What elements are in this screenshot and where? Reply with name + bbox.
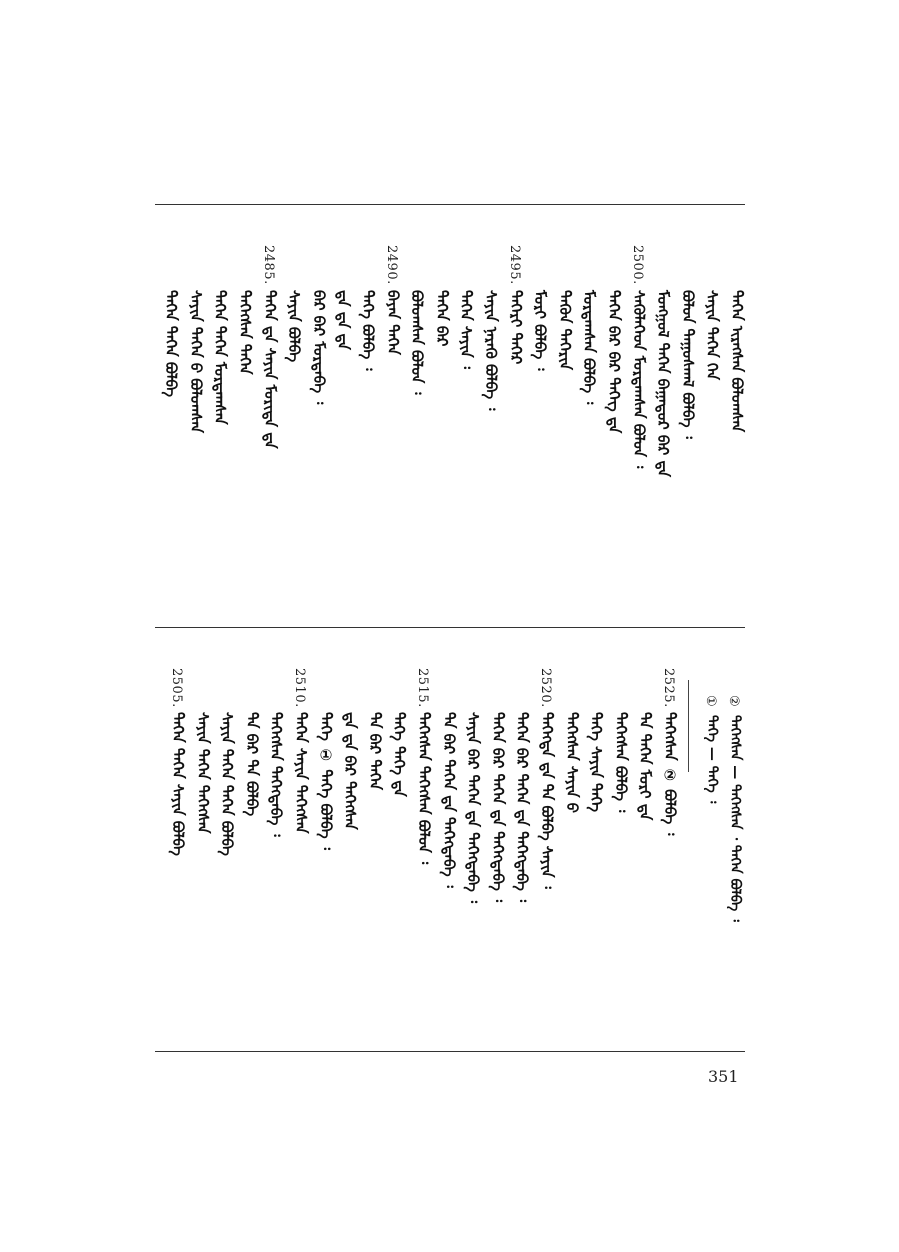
verse-line: ᠲᠡᠭᠡᠨ ᠲᠡᠭᠡᠨ ᠪᠣᠯᠪᠠ [162, 290, 180, 397]
verse-line: ᠲᠡᠭᠡᠭᠰᠡᠨ ② ᠪᠣᠯᠪᠠ ᠄ [661, 712, 679, 836]
line-number: 2525. [661, 668, 676, 708]
verse-line: ᠰᠠᠶᠢᠨ ᠲᠡᠭᠡᠨ ᠲᠡᠭᠡᠭᠰᠡᠨ [194, 712, 212, 834]
line-number: 2515. [415, 668, 430, 708]
verse-line: ᠮᠣᠷᠢ ᠪᠣᠯᠪᠠ ᠄ [531, 290, 549, 371]
verse-line: ᠰᠠᠶᠢᠨ ᠲᠡᠭᠡᠨ ᠬᠡᠨ [703, 290, 721, 380]
verse-line: ᠲᠡᠭᠡᠨ ᠢᠷᠡᠭᠰᠡᠨ ᠪᠣᠯᠤᠭᠰᠠᠨ [728, 290, 746, 433]
verse-line: ᠲᠡᠭᠡᠨ ᠰᠠᠶᠢᠨ ᠄ [457, 290, 475, 369]
page-number: 351 [708, 1067, 739, 1086]
line-number: 2490. [384, 245, 399, 285]
verse-line: ᠲᠡᠭᠡᠨ ᠰᠠᠶᠢᠨ ᠲᠡᠭᠡᠭᠰᠡᠨ [292, 712, 310, 834]
verse-line: ᠲᠡᠭᠡᠭᠰᠡᠨ ᠲᠡᠭᠡᠭᠳᠡᠪᠡ ᠄ [267, 712, 285, 837]
line-number: 2510. [292, 668, 307, 708]
footnote-text: ᠲᠡᠭᠡᠭᠰᠡᠨ — ᠲᠡᠭᠡᠭᠰᠡᠨ ᠂ ᠲᠡᠭᠡᠨ ᠪᠣᠯᠪᠠ ᠄ [727, 715, 743, 922]
line-number: 2520. [538, 668, 553, 708]
verse-line: ᠳᠠ ᠳᠠ ᠪᠠᠷ ᠲᠡᠭᠡᠭᠰᠡᠨ [341, 712, 359, 830]
bottom-rule [155, 1051, 745, 1052]
line-number: 2495. [507, 245, 522, 285]
verse-line: ᠳᠠ ᠳᠠ ᠳᠠ [334, 290, 352, 350]
footnote-text: ᠲᠡᠭᠡ — ᠲᠡᠭᠡ ᠄ [704, 715, 720, 804]
verse-line: ᠰᠠᠶᠢᠨ ᠲᠡᠭᠡᠨ ᠪ ᠪᠣᠯᠤᠭᠰᠠᠨ [187, 290, 205, 434]
verse-line: ᠲᠡ ᠲᠡᠭᠡᠨ ᠮᠣᠷᠢ ᠳᠠ [636, 712, 654, 821]
verse-line: ᠲᠡ ᠪᠠᠷ ᠲᠡᠭᠡᠨ [366, 712, 384, 791]
top-rule [155, 204, 745, 205]
verse-line: ᠪᠠᠶᠠᠨ ᠲᠡᠭᠡᠨ [384, 290, 402, 355]
footnote-marker: ② [726, 695, 741, 708]
verse-line: ᠲᠡᠭᠡᠭᠰᠡᠨ ᠲᠡᠭᠡᠨ [236, 290, 254, 375]
verse-line: ᠲᠡᠭᠡᠨ ᠪᠡᠷ ᠪᠠᠷ ᠲᠡᠭᠡᠭ ᠳᠠ [605, 290, 623, 434]
verse-line: ᠪᠣᠯᠤᠨ ᠳᠠᠭᠤᠰᠬᠠᠯ ᠪᠣᠯᠪᠠ ᠄ [679, 290, 697, 439]
verse-line: ᠲᠡᠭᠡᠨ ᠳᠠ ᠰᠠᠶᠢᠨ ᠮᠣᠷᠢᠳᠠ ᠳᠠ [261, 290, 279, 449]
verse-line: ᠲᠡᠭᠡ ᠲᠡᠭᠡ ᠳᠠ [390, 712, 408, 797]
footnote-marker: ① [703, 695, 718, 708]
verse-line: ᠲᠡᠭᠡᠷᠢ ᠲᠡᠭᠡᠷ [507, 290, 525, 365]
verse-line: ᠲᠡᠭᠡ ᠪᠣᠯᠪᠠ ᠄ [359, 290, 377, 371]
verse-line: ᠰᠠᠶᠢᠨ ᠪᠠᠷ ᠲᠡᠭᠡᠨ ᠳᠠ ᠲᠡᠭᠡᠭᠳᠡᠪᠡ ᠄ [464, 712, 482, 904]
verse-line: ᠲᠡᠭᠡᠭᠳᠡ ᠳᠠ ᠲᠡ ᠪᠣᠯᠪᠠ ᠰᠠᠶᠢᠨ ᠄ [538, 712, 556, 889]
verse-line: ᠲᠡᠭᠡ ᠰᠠᠶᠢᠨ ᠲᠡᠭᠡ [587, 712, 605, 812]
verse-line: ᠲᠡ ᠪᠠᠷ ᠲᠡ ᠪᠣᠯᠪᠠ [243, 712, 261, 817]
verse-line: ᠲᠡᠭᠡᠨ ᠪᠡᠷ [433, 290, 451, 347]
verse-line: ᠮᠣᠷᠳᠠᠭᠰᠠᠨ ᠪᠣᠯᠪᠠ ᠄ [580, 290, 598, 405]
verse-line: ᠲᠡᠭᠡᠭᠰᠡᠨ ᠪᠣᠯᠪᠠ ᠄ [612, 712, 630, 813]
verse-line: ᠲᠡ ᠪᠠᠷ ᠲᠡᠭᠡᠨ ᠳᠠ ᠲᠡᠭᠡᠭᠳᠡᠪᠡ ᠄ [440, 712, 458, 888]
verse-line: ᠲᠡᠭᠡᠨ ᠲᠡᠭᠡᠨ ᠮᠣᠷᠳᠠᠭᠰᠠᠨ [211, 290, 229, 425]
verse-line: ᠲᠡᠭᠡ ① ᠲᠡᠭᠡ ᠪᠣᠯᠪᠠ ᠄ [317, 712, 335, 850]
line-number: 2505. [169, 668, 184, 708]
verse-line: ᠰᠠᠶᠢᠨ ᠨᠡᠷᠡᠬᠦ ᠪᠣᠯᠪᠠ ᠄ [482, 290, 500, 411]
line-number: 2500. [630, 245, 645, 285]
verse-line: ᠲᠡᠭᠡᠭᠰᠡᠨ ᠲᠡᠭᠡᠭᠰᠡᠨ ᠪᠣᠯᠤᠨ ᠄ [415, 712, 433, 865]
verse-line: ᠲᠡᠭᠡᠨ ᠪᠠᠷ ᠲᠡᠭᠡᠨ ᠳᠠ ᠲᠡᠭᠡᠭᠳᠡᠪᠡ ᠄ [489, 712, 507, 903]
verse-line: ᠰᠡᠭᠦᠯᠡᠭᠡᠳ ᠮᠣᠷᠳᠠᠭᠰᠠᠨ ᠪᠣᠯᠤᠨ ᠄ [630, 290, 648, 469]
verse-line: ᠲᠡᠭᠡᠨ ᠪᠠᠷ ᠲᠡᠭᠡᠨ ᠳᠠ ᠲᠡᠭᠡᠭᠳᠡᠪᠡ ᠄ [513, 712, 531, 903]
verse-line: ᠲᠡᠭᠡᠭᠰᠡᠨ ᠰᠠᠶᠢᠨ ᠪ [563, 712, 581, 813]
verse-line: ᠪᠠᠷ ᠪᠠᠷ ᠮᠣᠷᠳᠠᠪᠠ ᠄ [310, 290, 328, 405]
footnote-separator [688, 680, 689, 772]
verse-line: ᠮᠣᠩᠭᠣᠯ ᠲᠡᠭᠡᠨ ᠪᠠᠭᠠᠲᠤᠷ ᠪᠠᠷ ᠳᠠ [654, 290, 672, 478]
verse-line: ᠲᠡᠭᠡᠨ ᠲᠡᠭᠡᠨ ᠰᠠᠶᠢᠨ ᠪᠣᠯᠪᠠ [169, 712, 187, 856]
verse-line: ᠰᠠᠶᠢᠨ ᠪᠣᠯᠪᠠ [285, 290, 303, 363]
line-number: 2485. [261, 245, 276, 285]
middle-rule [155, 627, 745, 628]
verse-line: ᠲᠡᠭᠦᠨ ᠲᠡᠭᠡᠷᠢᠨ [556, 290, 574, 371]
verse-line: ᠰᠠᠶᠢᠨ ᠲᠡᠭᠡᠨ ᠲᠡᠭᠡᠨ ᠪᠣᠯᠪᠠ [218, 712, 236, 856]
verse-line: ᠪᠣᠯᠤᠭᠰᠠᠨ ᠪᠣᠯᠤᠨ ᠄ [408, 290, 426, 395]
